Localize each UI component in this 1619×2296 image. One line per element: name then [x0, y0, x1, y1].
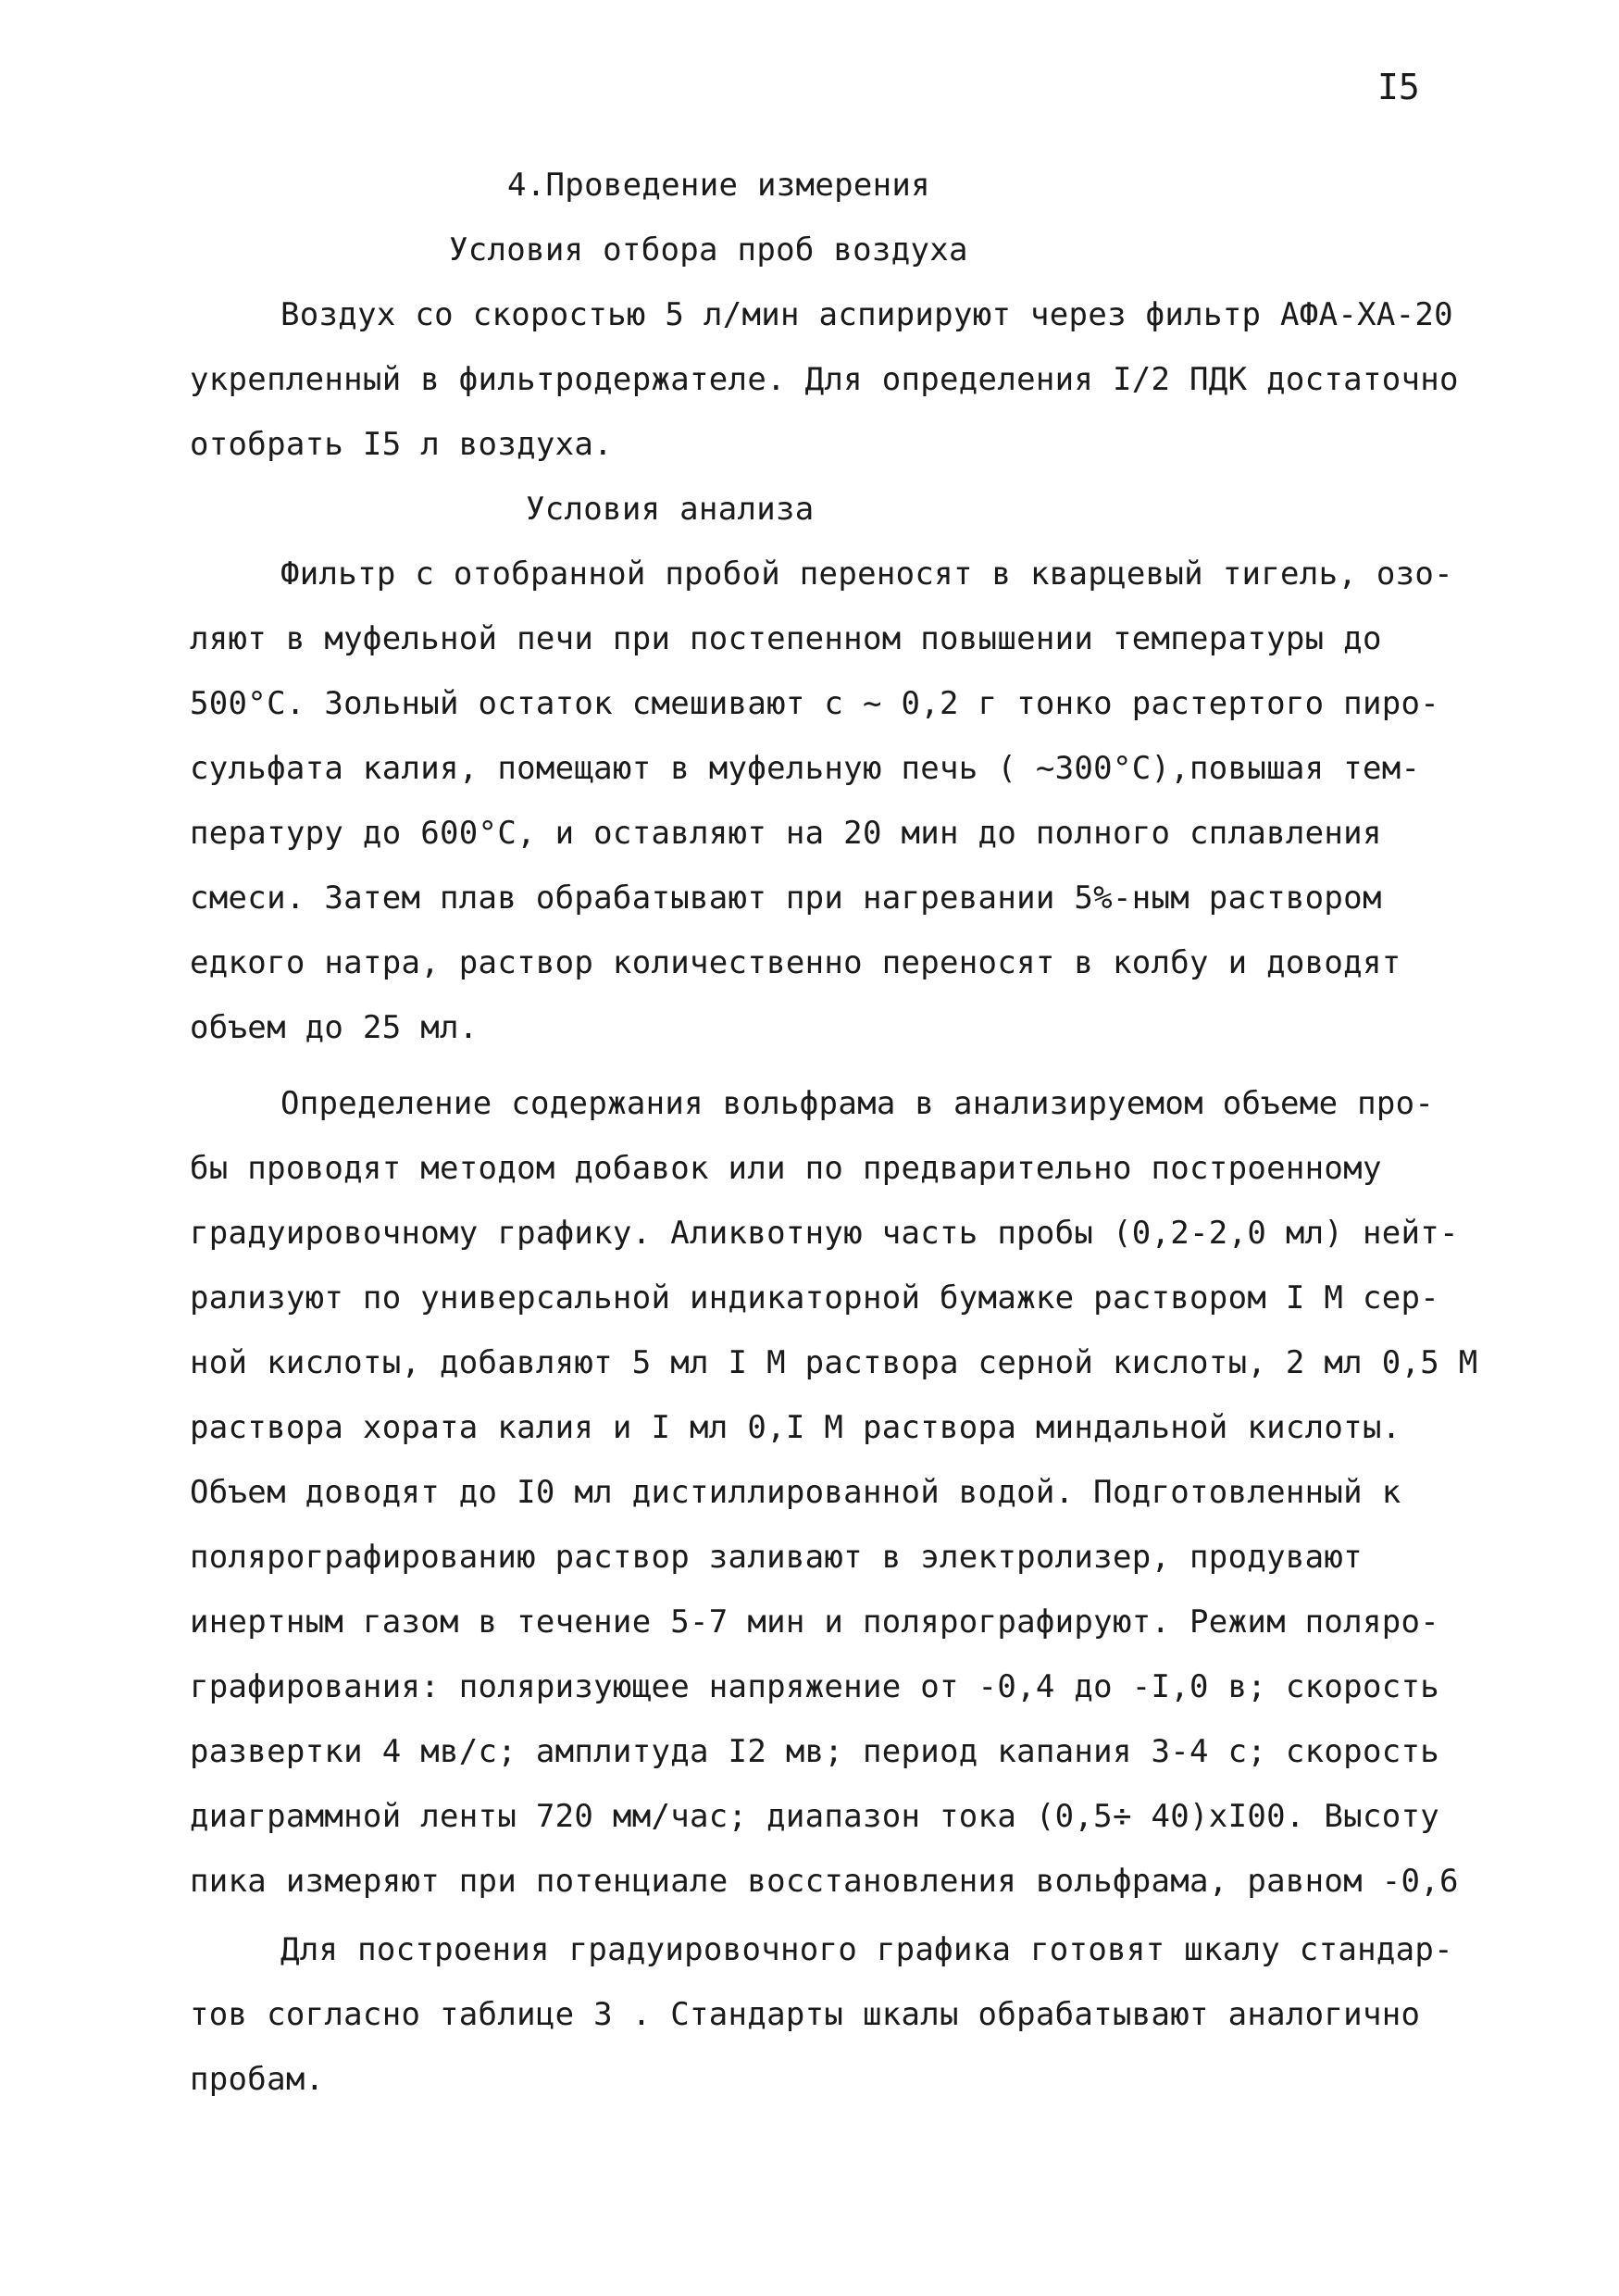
paragraph-calibration [0, 1917, 1486, 2112]
subsection-title-analysis: Условия анализа [526, 491, 815, 528]
paragraph-line: Определение содержания вольфрама в анализируемом объеме про- [280, 1085, 1435, 1122]
paragraph-line: смеси. Затем плав обрабатывают при нагревании 5%-ным раствором [190, 880, 1382, 917]
paragraph-line: тов согласно таблице 3 . Стандарты шкалы обрабатывают аналогично [190, 1996, 1421, 2033]
paragraph-line: укрепленный в фильтродержателе. Для определения I/2 ПДК достаточно [190, 361, 1459, 398]
paragraph-line: инертным газом в течение 5-7 мин и полярографируют. Режим поляро- [190, 1603, 1440, 1641]
paragraph-line: раствора хората калия и I мл 0,I М раствора миндальной кислоты. [190, 1409, 1401, 1446]
paragraph-line: едкого натра, раствор количественно переносят в колбу и доводят [190, 944, 1401, 981]
paragraph-line: ной кислоты, добавляют 5 мл I М раствора серной кислоты, 2 мл 0,5 М [190, 1344, 1478, 1381]
paragraph-line: пробам. [190, 2061, 325, 2098]
paragraph-ashing [0, 542, 1486, 1060]
subsection-title-air-sampling: Условия отбора проб воздуха [449, 231, 968, 268]
paragraph-line: ляют в муфельной печи при постепенном повышении температуры до [190, 620, 1382, 657]
paragraph-line: рализуют по универсальной индикаторной бумажке раствором I М сер- [190, 1279, 1440, 1316]
paragraph-gap [0, 1060, 1619, 1071]
paragraph-line: Для построения градуировочного графика готовят шкалу стандар- [280, 1931, 1453, 1968]
paragraph-line: 500°С. Зольный остаток смешивают с ~ 0,2 г тонко растертого пиро- [190, 685, 1440, 722]
paragraph-air-sampling [0, 282, 1486, 477]
paragraph-line: пика измеряют при потенциале восстановления вольфрама, равном -0,6 [190, 1863, 1459, 1900]
paragraph-line: бы проводят методом добавок или по предварительно построенному [190, 1150, 1382, 1187]
paragraph-line: сульфата калия, помещают в муфельную печь ( ~300°С),повышая тем- [190, 750, 1421, 787]
document-body [0, 153, 1619, 2112]
paragraph-line: объем до 25 мл. [190, 1009, 479, 1046]
paragraph-line: развертки 4 мв/с; амплитуда I2 мв; период капания 3-4 с; скорость [190, 1733, 1440, 1770]
paragraph-line: Фильтр с отобранной пробой переносят в кварцевый тигель, озо- [280, 555, 1453, 593]
paragraph-line: графирования: поляризующее напряжение от -0,4 до -I,0 в; скорость [190, 1668, 1440, 1705]
paragraph-line: пературу до 600°С, и оставляют на 20 мин до полного сплавления [190, 815, 1382, 852]
paragraph-line: Объем доводят до I0 мл дистиллированной водой. Подготовленный к [190, 1474, 1401, 1511]
paragraph-line: отобрать I5 л воздуха. [190, 426, 613, 463]
paragraph-polarography [0, 1071, 1486, 1914]
paragraph-line: Воздух со скоростью 5 л/мин аспирируют через фильтр АФА-ХА-20 [280, 296, 1453, 333]
paragraph-line: градуировочному графику. Аликвотную часть пробы (0,2-2,0 мл) нейт- [190, 1215, 1459, 1252]
paragraph-line: полярографированию раствор заливают в электролизер, продувают [190, 1539, 1363, 1576]
paragraph-line: диаграммной ленты 720 мм/час; диапазон тока (0,5÷ 40)хI00. Высоту [190, 1798, 1440, 1835]
section-title: 4.Проведение измерения [507, 167, 930, 204]
page-number: I5 [1377, 67, 1420, 107]
